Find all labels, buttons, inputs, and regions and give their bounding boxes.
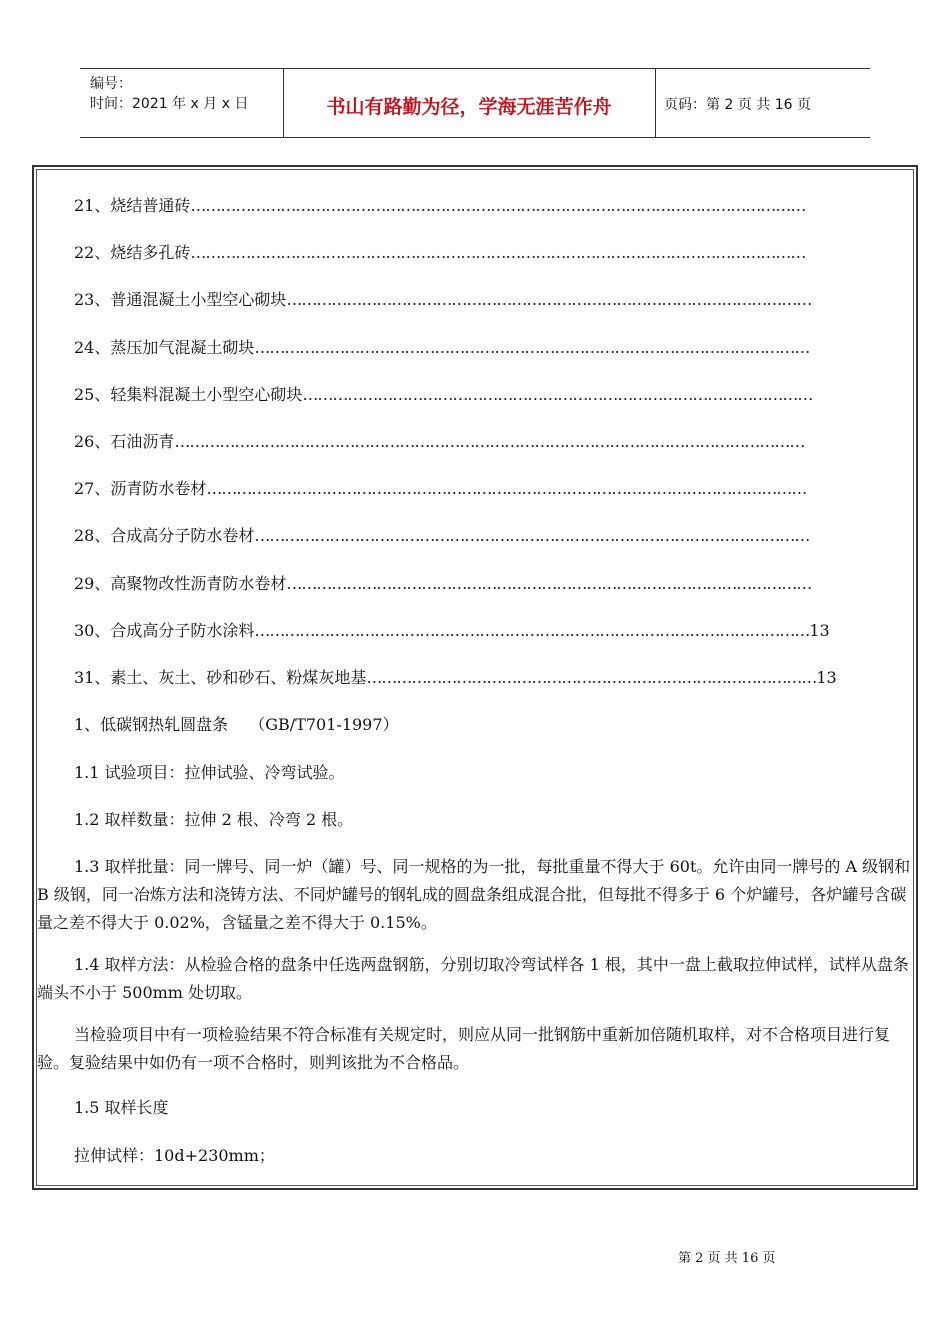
toc-entry	[74, 196, 805, 216]
toc-entry	[74, 479, 806, 499]
toc-leader: ……………………………………………………………………………………………………………	[190, 196, 806, 215]
header-page-info: 页码：第 2 页 共 16 页	[664, 97, 811, 113]
toc-label: 29、高聚物改性沥青防水卷材	[74, 574, 287, 593]
toc-label: 31、素土、灰土、砂和砂石、粉煤灰地基	[74, 668, 367, 687]
toc-leader: ……………………………………………………………………………………………	[286, 290, 812, 309]
toc-leader: ………………………………………………………………………………………………………………	[174, 432, 805, 451]
toc-entry	[74, 243, 805, 263]
toc-leader: …………………………………………………………………………………………………	[254, 621, 810, 640]
toc-entry	[74, 574, 811, 594]
document-number-label: 编号：	[90, 76, 132, 92]
toc-leader: …………………………………………………………………………………………	[302, 385, 813, 404]
toc-entry	[74, 526, 809, 546]
header-page-cell	[656, 69, 870, 137]
item-sample-length: 1.5 取样长度	[74, 1098, 169, 1117]
toc-label: 22、烧结多孔砖	[74, 243, 191, 262]
toc-leader: ……………………………………………………………………………………………………………	[190, 243, 806, 262]
toc-label: 27、沥青防水卷材	[74, 479, 207, 498]
toc-leader: …………………………………………………………………………………………………………	[206, 479, 807, 498]
header-info-cell	[80, 69, 284, 137]
item-sample-batch: 1.3 取样批量：同一牌号、同一炉（罐）号、同一规格的为一批，每批重量不得大于 60t。允许由同一牌号的 A 级钢和 B 级钢，同一冶炼方法和浇铸方法、不同炉罐号的钢轧成的圆盘条组成混合批，但每批不得多于 6 个炉罐号，各炉罐号含碳量之差不得大于 0.02%，含锰量之差不得大于 0.15%。	[37, 857, 911, 932]
toc-entry	[74, 338, 809, 358]
toc-page: 13	[816, 668, 837, 687]
toc-leader: …………………………………………………………………………………………………	[254, 338, 810, 357]
toc-page: 13	[809, 621, 830, 640]
retest-paragraph: 当检验项目中有一项检验结果不符合标准有关规定时，则应从同一批钢筋中重新加倍随机取样，对不合格项目进行复验。复验结果中如仍有一项不合格时，则判该批为不合格品。	[37, 1025, 891, 1072]
item-sample-quantity: 1.2 取样数量：拉伸 2 根、冷弯 2 根。	[74, 810, 354, 829]
toc-label: 21、烧结普通砖	[74, 196, 191, 215]
toc-entry	[74, 290, 811, 310]
toc-label: 24、蒸压加气混凝土砌块	[74, 338, 255, 357]
document-time-label: 时间：2021 年 x 月 x 日	[90, 96, 249, 112]
toc-leader: ……………………………………………………………………………………………	[286, 574, 812, 593]
header-motto: 书山有路勤为径，学海无涯苦作舟	[326, 96, 612, 118]
toc-entry	[74, 385, 812, 405]
page-footer: 第 2 页 共 16 页	[678, 1251, 776, 1266]
toc-entry	[74, 668, 837, 688]
toc-label: 30、合成高分子防水涂料	[74, 621, 255, 640]
toc-label: 28、合成高分子防水卷材	[74, 526, 255, 545]
tensile-sample-length: 拉伸试样：10d+230mm；	[74, 1146, 275, 1165]
toc-label: 23、普通混凝土小型空心砌块	[74, 290, 287, 309]
page-header	[80, 68, 870, 138]
toc-entry	[74, 621, 830, 641]
toc-leader: ………………………………………………………………………………	[366, 668, 817, 687]
item-test-items: 1.1 试验项目：拉伸试验、冷弯试验。	[74, 763, 345, 782]
toc-leader: …………………………………………………………………………………………………	[254, 526, 810, 545]
toc-label: 26、石油沥青	[74, 432, 175, 451]
toc-entry	[74, 432, 804, 452]
toc-label: 25、轻集料混凝土小型空心砌块	[74, 385, 303, 404]
section-title: 1、低碳钢热轧圆盘条 （GB/T701-1997）	[74, 715, 399, 734]
item-sample-method: 1.4 取样方法：从检验合格的盘条中任选两盘钢筋，分别切取冷弯试样各 1 根，其中一盘上截取拉伸试样，试样从盘条端头不小于 500mm 处切取。	[37, 955, 909, 1002]
header-motto-cell	[283, 69, 656, 137]
